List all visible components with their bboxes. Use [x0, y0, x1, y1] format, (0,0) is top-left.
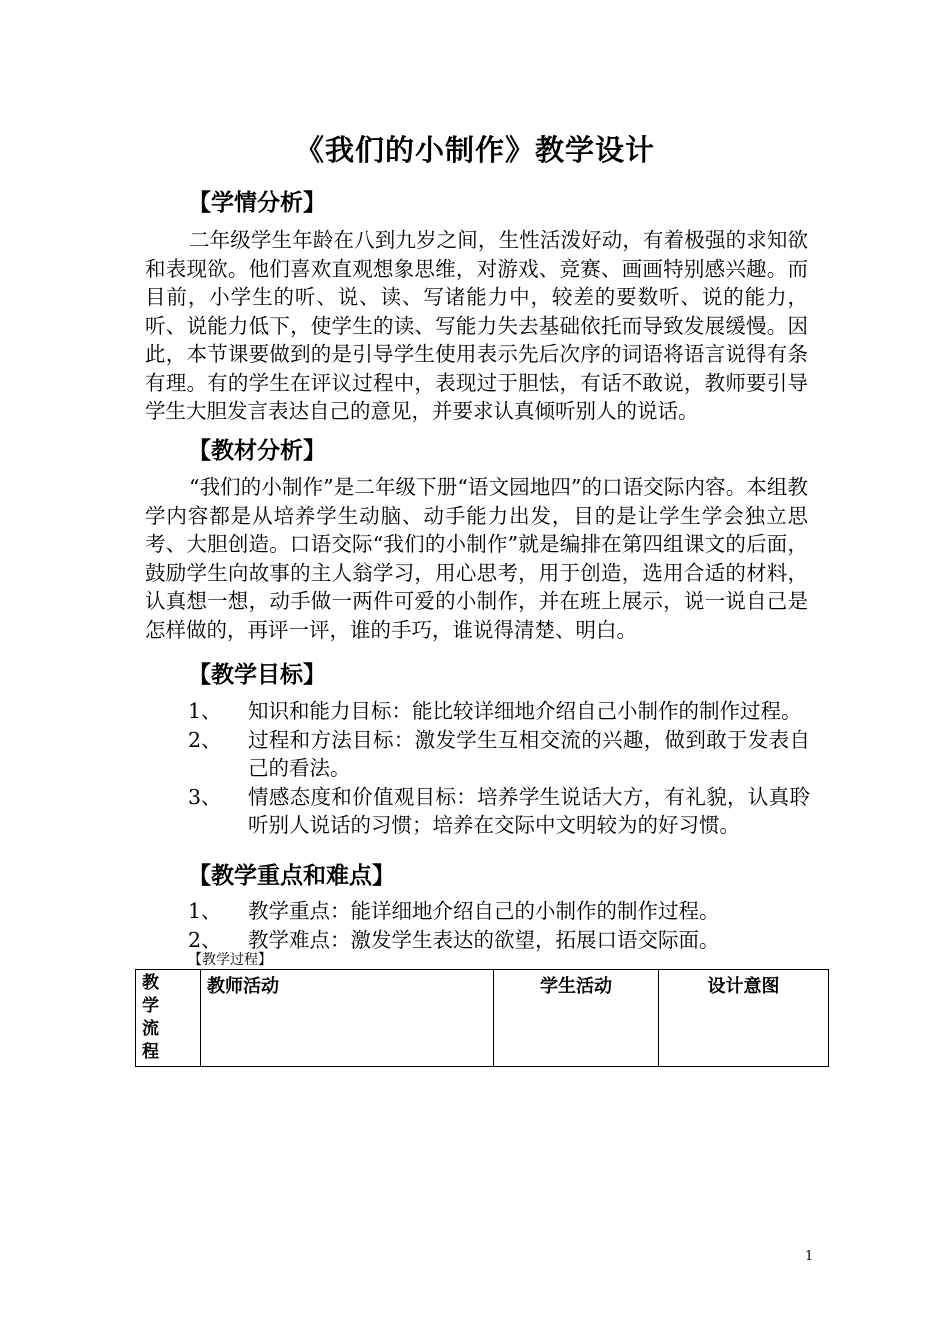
student-analysis-paragraph: 二年级学生年龄在八到九岁之间，生性活泼好动，有着极强的求知欲和表现欲。他们喜欢直观想象思维，对游戏、竞赛、画画特别感兴趣。而目前，小学生的听、说、读、写诸能力中，较差的要数听、说的能力，听、说能力低下，使学生的读、写能力失去基础依托而导致发展缓慢。因此，本节课要做到的是引导学生使用表示先后次序的词语将语言说得有条有理。有的学生在评议过程中，表现过于胆怯，有话不敢说，教师要引导学生大胆发言表达自己的意见，并要求认真倾听别人的说话。	[145, 228, 808, 423]
material-analysis-paragraph: “我们的小制作”是二年级下册“语文园地四”的口语交际内容。本组教学内容都是从培养学生动脑、动手能力出发，目的是让学生学会独立思考、大胆创造。口语交际“我们的小制作”就是编排在第四组课文的后面，鼓励学生向故事的主人翁学习，用心思考，用于创造，选用合适的材料，认真想一想，动手做一两件可爱的小制作，并在班上展示，说一说自己是怎样做的，再评一评，谁的手巧，谁说得清楚、明白。	[145, 475, 808, 642]
document-title: 《我们的小制作》教学设计	[294, 133, 655, 167]
list-item: 2、 教学难点：激发学生表达的欲望，拓展口语交际面。	[188, 927, 720, 952]
page-number: 1	[805, 1249, 814, 1264]
list-item: 1、 教学重点：能详细地介绍自己的小制作的制作过程。	[188, 899, 720, 923]
heading-student-analysis: 【学情分析】	[188, 190, 326, 216]
key-points-list	[188, 897, 810, 954]
teaching-goals-list	[188, 697, 810, 840]
list-item: 3、 情感态度和价值观目标：培养学生说话大方，有礼貌，认真聆听别人说话的习惯；培养在交际中文明较为的好习惯。	[188, 784, 810, 837]
list-item: 1、 知识和能力目标：能比较详细地介绍自己小制作的制作过程。	[188, 699, 802, 723]
col-teacher-activity: 教师活动	[201, 970, 494, 1067]
heading-material-analysis: 【教材分析】	[188, 438, 326, 464]
col-student-activity: 学生活动	[494, 970, 659, 1067]
table-header-row	[136, 970, 829, 1067]
teaching-process-table	[135, 969, 829, 1067]
heading-key-points: 【教学重点和难点】	[188, 863, 395, 889]
col-teaching-flow: 教 学 流 程	[136, 970, 201, 1067]
heading-teaching-goals: 【教学目标】	[188, 662, 326, 688]
list-item: 2、 过程和方法目标：激发学生互相交流的兴趣，做到敢于发表自己的看法。	[188, 727, 810, 780]
col-design-intent: 设计意图	[659, 970, 829, 1067]
process-label: 【教学过程】	[188, 952, 272, 968]
